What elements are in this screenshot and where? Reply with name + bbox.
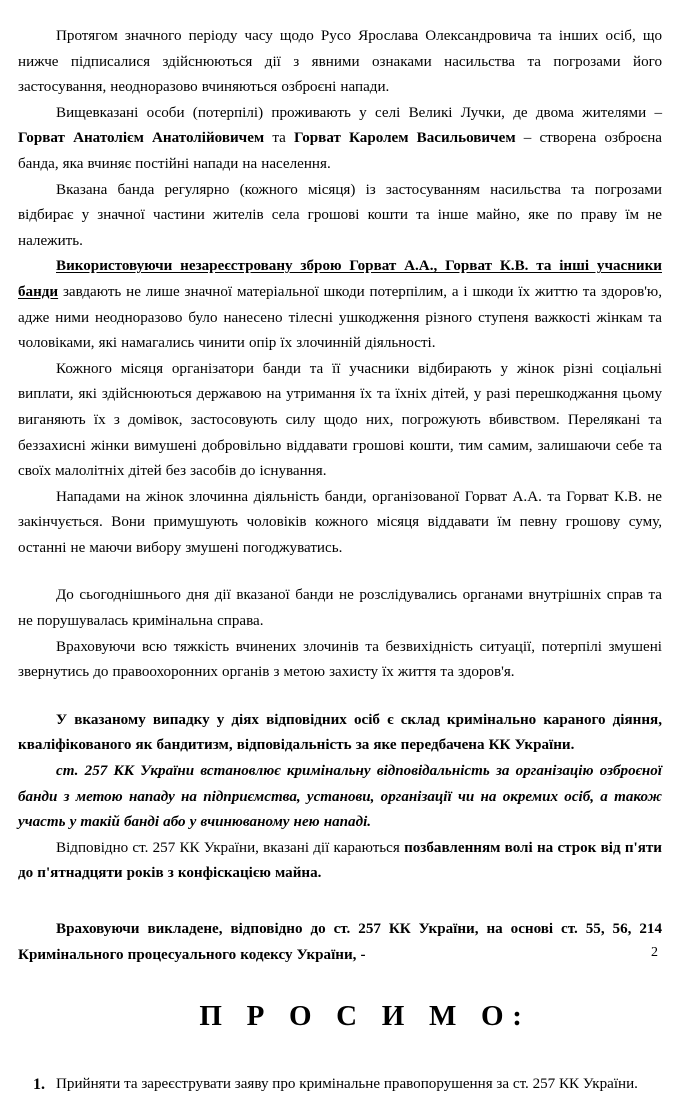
heading-gap-top (18, 968, 662, 998)
list-item-text: Прийняти та зареєструвати заяву про кримінальне правопорушення за ст. 257 КК України. (56, 1076, 638, 1093)
paragraph-3: Вказана банда регулярно (кожного місяця) із застосуванням насильства та погрозами відбирає у значної частини жителів села грошові кошти та інше майно, яке по праву їм не належить. (18, 181, 662, 249)
bold-name-horvat-karol: Горват Каролем Васильовичем (293, 130, 516, 147)
paragraph-11-bold-penalty: позбавленням волі на строк від п'яти до п'ятнадцяти років з конфіскацією майна. (18, 839, 663, 882)
paragraph-11-lead: Відповідно ст. 257 КК України, вказані дії караються (56, 839, 405, 856)
paragraph-2-mid: та (264, 130, 294, 147)
heading-gap-bottom (18, 1034, 662, 1064)
paragraph-12-conclusion: Враховуючи викладене, відповідно до ст. 257 КК України, на основі ст. 55, 56, 214 Кримінального процесуального кодексу України, - (18, 921, 662, 963)
list-item-marker: 1. (33, 1076, 45, 1094)
page-number: 2 (651, 945, 658, 960)
section-gap-3 (18, 887, 662, 917)
heading-gap-bottom-extra (18, 1064, 662, 1072)
bold-name-horvat-anatolii: Горват Анатолієм Анатолійовичем (18, 130, 265, 147)
paragraph-4 (18, 254, 662, 356)
paragraph-5: Кожного місяця організатори банди та її учасники відбирають у жінок різні соціальні виплати, які здійснюються державою на утримання їх та їхніх дітей, у разі перешкоджання цьому виганяють їх з домівок, застосовують силу щодо них, погрожують вбивством. Перелякані та беззахисні жінки вимушені добровільно віддавати грошові кошти, тим самим, залишаючи себе та своїх малолітніх дітей без засобів до існування. (18, 360, 662, 480)
paragraph-1: Протягом значного періоду часу щодо Русо Ярослава Олександровича та інших осіб, що нижче підписалися здійснюються дії з явними ознаками насильства та погрозами його застосування, неодноразово вчиняються озброєні напади. (18, 28, 662, 96)
paragraph-7: До сьогоднішнього дня дії вказаної банди не розслідувались органами внутрішніх справ та не порушувалась кримінальна справа. (18, 587, 662, 630)
heading-prosymo: П Р О С И М О: (199, 1000, 531, 1033)
section-gap-2 (18, 686, 662, 708)
paragraph-6: Нападами на жінок злочинна діяльність банди, організованої Горват А.А. та Горват К.В. не закінчується. Вони примушують чоловіків кожного місяця віддавати їм певну грошову суму, останні не маючи вибору змушені погоджуватись. (18, 488, 662, 556)
paragraph-10-article-257: ст. 257 КК України встановлює кримінальну відповідальність за організацію озброєної банди з метою нападу на підприємства, установи, організації чи на окремих осіб, а також участь у такій банді або у вчинюваному нею нападі. (18, 763, 662, 831)
underlined-bold-clause: Використовуючи незареєстровану зброю Горват А.А., Горват К.В. та інші учасники банди (18, 258, 662, 300)
paragraph-2 (18, 101, 662, 178)
paragraph-8: Враховуючи всю тяжкість вчинених злочинів та безвихідність ситуації, потерпілі змушені звернутись до правоохоронних органів з метою захисту їх життя та здоров'я. (18, 638, 662, 681)
request-list (18, 1072, 662, 1098)
paragraph-4-tail: завдають не лише значної матеріальної шкоди потерпілим, а і шкоди їх життю та здоров'ю, адже ними неодноразово було нанесено тілесні ушкодження різного ступеня важкості жінкам та чоловіками, які намагались чинити опір їх злочинній діяльності. (18, 283, 662, 352)
section-gap-1 (18, 561, 662, 583)
paragraph-2-lead: Вищевказані особи (потерпілі) проживають у селі Великі Лучки, де двома жителями – (56, 104, 662, 121)
list-item (18, 1072, 662, 1098)
document-body (18, 24, 662, 1098)
paragraph-2-tail: – створена озброєна банда, яка вчиняє постійні напади на населення. (18, 130, 663, 172)
paragraph-9-legal-qualification: У вказаному випадку у діях відповідних осіб є склад кримінально караного діяння, кваліфікованого як бандитизм, відповідальність за яке передбачена КК України. (18, 711, 662, 754)
paragraph-11-penalty (18, 836, 662, 887)
